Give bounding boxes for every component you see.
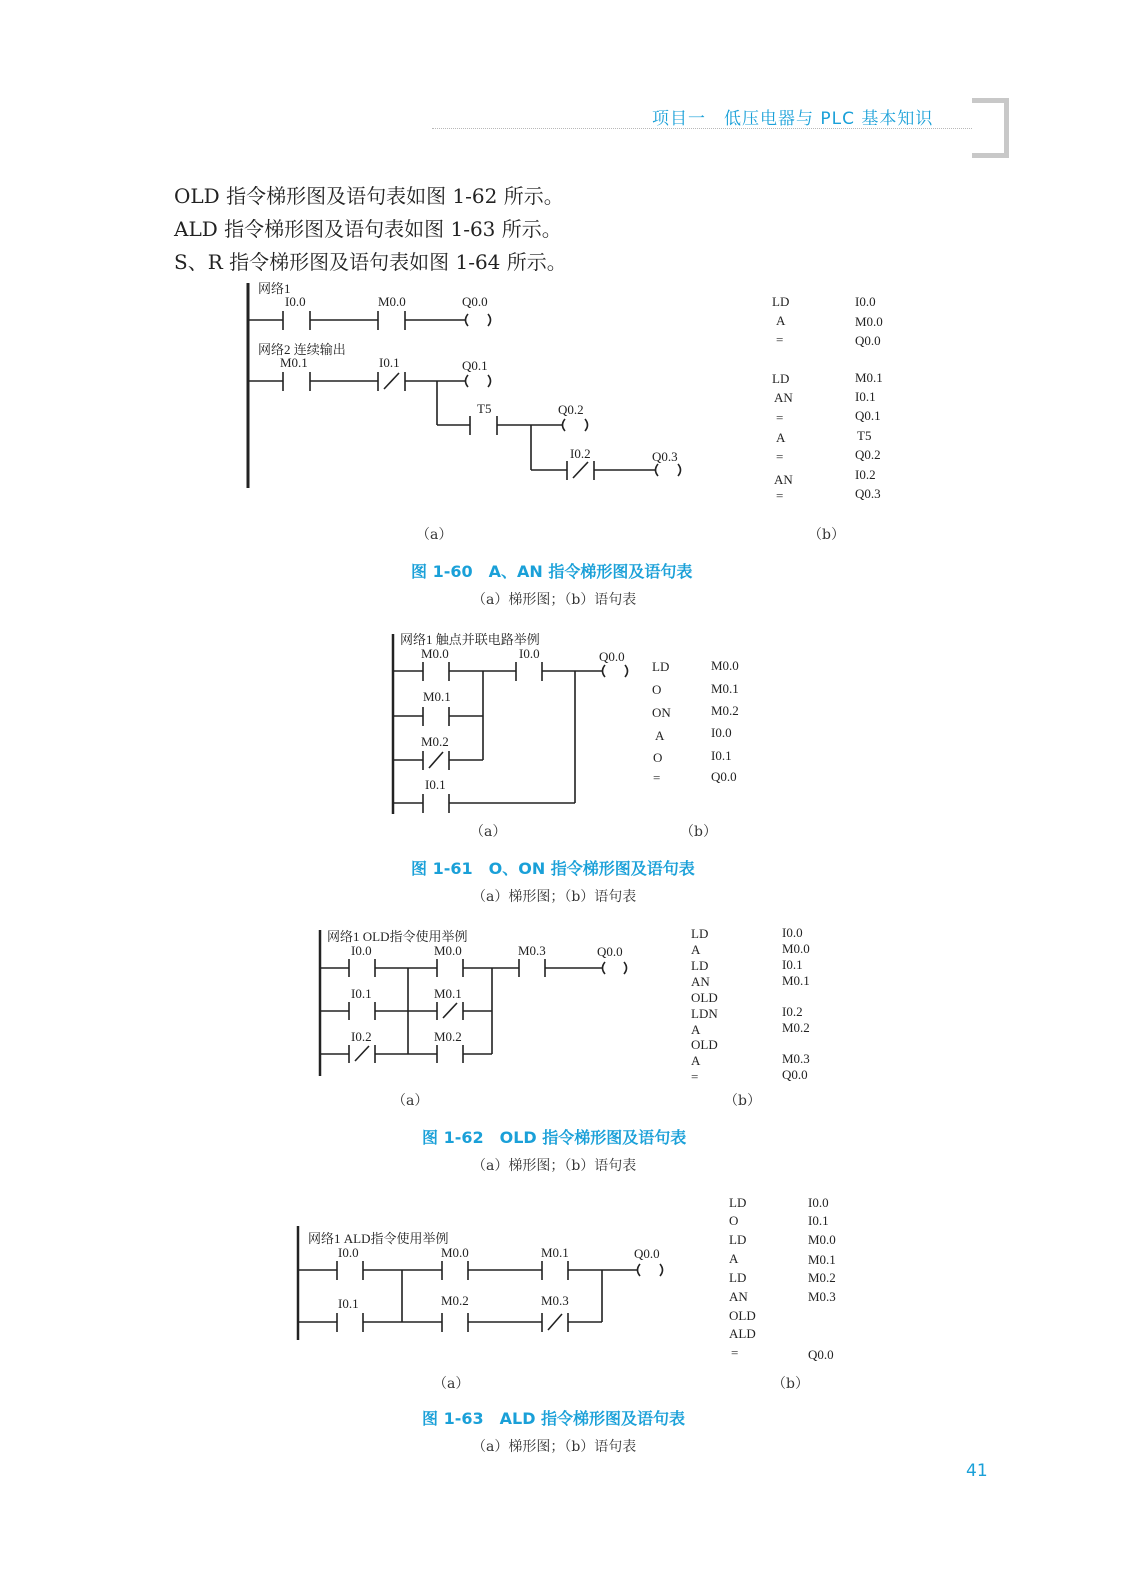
- stl-op: LD: [729, 1195, 747, 1210]
- stl-op: =: [776, 410, 784, 425]
- stl-operand: M0.0: [808, 1232, 836, 1247]
- stl-op: A: [776, 430, 786, 445]
- stl-operand: M0.0: [855, 314, 883, 329]
- network-label: 网络1: [258, 281, 291, 296]
- coil-label: Q0.0: [597, 944, 623, 959]
- stl-operand: M0.2: [808, 1270, 836, 1285]
- stl-op: O: [729, 1213, 739, 1228]
- figure-part-label-b: （b）: [680, 824, 717, 840]
- stl-operand: M0.1: [855, 370, 883, 385]
- figure-part-label-a: （a）: [416, 527, 453, 543]
- contact-label: M0.1: [280, 355, 308, 370]
- stl-operand: M0.1: [711, 681, 739, 696]
- stl-operand: M0.2: [711, 703, 739, 718]
- statement-list-fig-1-62: [691, 925, 810, 1084]
- stl-op: ON: [652, 705, 671, 720]
- contact-label: M0.1: [434, 986, 462, 1001]
- stl-op: A: [729, 1251, 739, 1266]
- contact-label: M0.2: [441, 1293, 469, 1308]
- stl-operand: M0.0: [711, 658, 739, 673]
- stl-op: LDN: [691, 1006, 718, 1021]
- coil-label: Q0.0: [462, 294, 488, 309]
- stl-op: O: [653, 750, 663, 765]
- contact-label: I0.1: [425, 777, 446, 792]
- figure-part-label-b: （b）: [808, 527, 845, 543]
- stl-op: A: [691, 1022, 701, 1037]
- figure-caption: 图 1-62 OLD 指令梯形图及语句表: [422, 1128, 687, 1147]
- contact-label: M0.3: [518, 943, 546, 958]
- figure-subcaption: （a）梯形图；（b）语句表: [472, 889, 637, 905]
- figure-subcaption: （a）梯形图；（b）语句表: [472, 1439, 637, 1455]
- stl-op: LD: [729, 1270, 747, 1285]
- figure-part-label-a: （a）: [433, 1376, 470, 1392]
- stl-op: A: [655, 728, 665, 743]
- stl-op: =: [776, 449, 784, 464]
- contact-label: M0.0: [441, 1245, 469, 1260]
- stl-operand: Q0.1: [855, 408, 881, 423]
- contact-label: I0.0: [351, 943, 372, 958]
- stl-op: A: [691, 1053, 701, 1068]
- stl-op: OLD: [691, 1037, 718, 1052]
- stl-operand: I0.1: [855, 389, 876, 404]
- stl-op: =: [653, 770, 661, 785]
- stl-op: =: [691, 1069, 699, 1084]
- stl-operand: I0.0: [855, 294, 876, 309]
- stl-operand: M0.3: [782, 1051, 810, 1066]
- paragraph-ald: ALD 指令梯形图及语句表如图 1-63 所示。: [174, 217, 562, 241]
- coil-label: Q0.2: [558, 402, 584, 417]
- network-label: 网络1 OLD指令使用举例: [327, 929, 468, 944]
- stl-operand: M0.1: [808, 1252, 836, 1267]
- stl-operand: I0.1: [782, 957, 803, 972]
- stl-op: AN: [774, 390, 793, 405]
- stl-op: LD: [652, 659, 670, 674]
- stl-operand: I0.0: [808, 1195, 829, 1210]
- paragraph-old: OLD 指令梯形图及语句表如图 1-62 所示。: [174, 184, 564, 208]
- stl-op: LD: [772, 371, 790, 386]
- network-label: 网络1 触点并联电路举例: [400, 632, 540, 647]
- stl-operand: Q0.0: [808, 1347, 834, 1362]
- figure-caption: 图 1-61 O、ON 指令梯形图及语句表: [411, 859, 695, 878]
- stl-op: A: [691, 942, 701, 957]
- coil-label: Q0.0: [599, 649, 625, 664]
- stl-op: O: [652, 682, 662, 697]
- stl-op: A: [776, 313, 786, 328]
- stl-operand: I0.0: [711, 725, 732, 740]
- figure-part-label-b: （b）: [772, 1376, 809, 1392]
- stl-op: =: [776, 488, 784, 503]
- contact-label: I0.2: [351, 1029, 372, 1044]
- coil-label: Q0.1: [462, 358, 488, 373]
- figure-caption: 图 1-63 ALD 指令梯形图及语句表: [422, 1409, 686, 1428]
- running-header-title: 项目一 低压电器与 PLC 基本知识: [652, 109, 934, 129]
- stl-operand: I0.2: [782, 1004, 803, 1019]
- stl-op: OLD: [691, 990, 718, 1005]
- stl-op: LD: [691, 958, 709, 973]
- stl-operand: I0.0: [782, 925, 803, 940]
- paragraph-sr: S、R 指令梯形图及语句表如图 1-64 所示。: [174, 250, 567, 274]
- stl-op: ALD: [729, 1326, 756, 1341]
- figure-part-label-a: （a）: [470, 824, 507, 840]
- stl-operand: I0.1: [711, 748, 732, 763]
- ladder-diagram-fig-1-61: [393, 632, 628, 814]
- contact-label: I0.1: [338, 1296, 359, 1311]
- stl-op: LD: [772, 294, 790, 309]
- stl-operand: Q0.0: [711, 769, 737, 784]
- ladder-diagram-fig-1-60: [248, 281, 681, 488]
- stl-op: AN: [729, 1289, 748, 1304]
- contact-label: M0.2: [421, 734, 449, 749]
- stl-operand: M0.3: [808, 1289, 836, 1304]
- stl-op: =: [776, 332, 784, 347]
- stl-operand: T5: [857, 428, 872, 443]
- page-number: 41: [966, 1461, 988, 1481]
- stl-operand: I0.1: [808, 1213, 829, 1228]
- stl-op: AN: [691, 974, 710, 989]
- coil-label: Q0.0: [634, 1246, 660, 1261]
- contact-label: I0.1: [379, 355, 400, 370]
- stl-operand: Q0.0: [782, 1067, 808, 1082]
- stl-operand: Q0.2: [855, 447, 881, 462]
- statement-list-fig-1-60: [772, 294, 883, 503]
- stl-operand: M0.1: [782, 973, 810, 988]
- figure-subcaption: （a）梯形图；（b）语句表: [472, 592, 637, 608]
- stl-op: LD: [729, 1232, 747, 1247]
- figure-part-label-a: （a）: [392, 1093, 429, 1109]
- figure-caption: 图 1-60 A、AN 指令梯形图及语句表: [411, 562, 693, 581]
- stl-operand: M0.2: [782, 1020, 810, 1035]
- contact-label: I0.0: [519, 646, 540, 661]
- contact-label: I0.2: [570, 446, 591, 461]
- stl-operand: Q0.3: [855, 486, 881, 501]
- coil-label: Q0.3: [652, 449, 678, 464]
- contact-label: M0.0: [378, 294, 406, 309]
- contact-label: M0.3: [541, 1293, 569, 1308]
- statement-list-fig-1-63: [729, 1195, 836, 1362]
- contact-label: I0.1: [351, 986, 372, 1001]
- contact-label: I0.0: [338, 1245, 359, 1260]
- contact-label: M0.2: [434, 1029, 462, 1044]
- network-label: 网络2 连续输出: [258, 342, 346, 357]
- ladder-diagram-fig-1-62: [320, 929, 627, 1076]
- stl-op: AN: [774, 472, 793, 487]
- stl-operand: M0.0: [782, 941, 810, 956]
- statement-list-fig-1-61: [652, 658, 739, 785]
- figure-subcaption: （a）梯形图；（b）语句表: [472, 1158, 637, 1174]
- contact-label: M0.0: [421, 646, 449, 661]
- stl-operand: Q0.0: [855, 333, 881, 348]
- contact-label: M0.1: [423, 689, 451, 704]
- stl-op: =: [731, 1345, 739, 1360]
- stl-operand: I0.2: [855, 467, 876, 482]
- network-label: 网络1 ALD指令使用举例: [308, 1231, 449, 1246]
- contact-label: M0.1: [541, 1245, 569, 1260]
- stl-op: OLD: [729, 1308, 756, 1323]
- contact-label: I0.0: [285, 294, 306, 309]
- contact-label: M0.0: [434, 943, 462, 958]
- ladder-diagram-fig-1-63: [298, 1226, 663, 1340]
- contact-label: T5: [477, 401, 492, 416]
- figure-part-label-b: （b）: [724, 1093, 761, 1109]
- stl-op: LD: [691, 926, 709, 941]
